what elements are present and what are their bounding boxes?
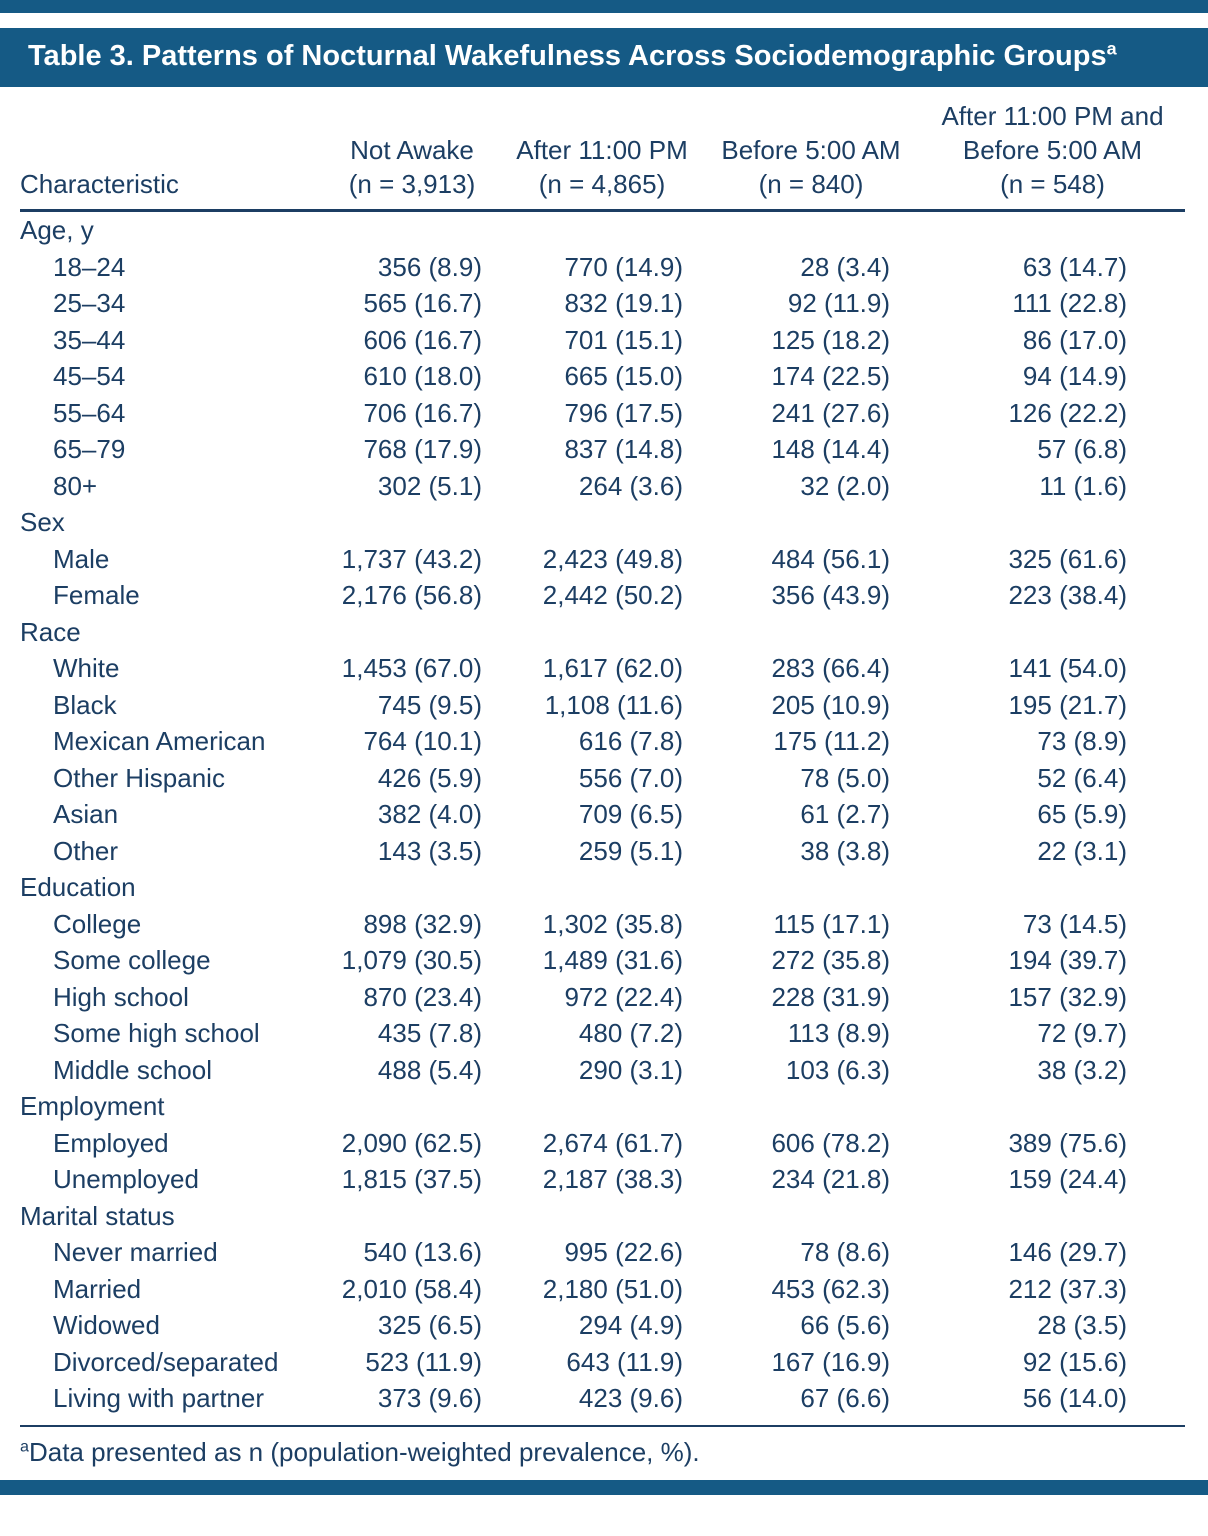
table-row [20, 942, 1185, 979]
cell: 61 (2.7) [800, 799, 890, 829]
cell: 11 (1.6) [1039, 470, 1127, 501]
row-label: Never married [53, 1237, 218, 1267]
cell: 1,302 (35.8) [542, 908, 683, 939]
cell: 1,108 (11.6) [544, 689, 683, 720]
section-row [20, 1088, 1185, 1125]
cell: 453 (62.3) [771, 1273, 890, 1304]
cell: 898 (32.9) [363, 908, 482, 939]
section-row [20, 504, 1185, 541]
row-label: Middle school [53, 1054, 212, 1085]
characteristic-label: Characteristic [20, 169, 179, 199]
row-label: Married [53, 1273, 142, 1304]
cell: 356 (8.9) [377, 251, 482, 282]
cell: 212 (37.3) [1008, 1273, 1127, 1304]
cell: 2,176 (56.8) [341, 580, 482, 610]
cell: 241 (27.6) [771, 397, 890, 428]
footnote-text: Data presented as n (population-weighted prevalence, %). [28, 1436, 700, 1467]
row-label: Black [53, 689, 117, 720]
cell: 1,815 (37.5) [341, 1164, 482, 1194]
table-row [20, 468, 1185, 505]
table-row [20, 1125, 1185, 1162]
cell: 290 (3.1) [578, 1054, 683, 1085]
cell: 125 (18.2) [771, 324, 890, 355]
cell: 540 (13.6) [363, 1237, 482, 1267]
cell: 175 (11.2) [773, 726, 890, 756]
cell: 665 (15.0) [564, 361, 683, 391]
row-label: Some high school [53, 1018, 260, 1048]
section-label: Employment [20, 1091, 165, 1121]
column-n: (n = 3,913) [348, 169, 476, 199]
column-title: After 11:00 PM [516, 135, 688, 165]
table-row [20, 249, 1185, 286]
cell: 701 (15.1) [564, 324, 683, 355]
cell: 66 (5.6) [800, 1310, 890, 1340]
row-label: Other [53, 835, 119, 866]
cell: 264 (3.6) [578, 470, 683, 501]
table-row [20, 796, 1185, 833]
row-label: White [53, 653, 120, 683]
cell: 159 (24.4) [1008, 1164, 1127, 1194]
cell: 65 (5.9) [1037, 799, 1127, 829]
cell: 141 (54.0) [1008, 653, 1127, 683]
cell: 706 (16.7) [363, 397, 482, 428]
cell: 56 (14.0) [1022, 1383, 1127, 1413]
cell: 606 (78.2) [771, 1127, 890, 1158]
column-title: Before 5:00 AM [721, 135, 901, 165]
cell: 2,423 (49.8) [542, 543, 683, 574]
cell: 523 (11.9) [365, 1346, 482, 1377]
column-header-after-11pm [502, 99, 702, 211]
cell: 610 (18.0) [363, 361, 482, 391]
cell: 643 (11.9) [566, 1346, 683, 1377]
cell: 111 (22.8) [1012, 288, 1127, 318]
cell: 356 (43.9) [771, 580, 890, 610]
cell: 86 (17.0) [1022, 324, 1127, 355]
table-row [20, 322, 1185, 359]
column-n: (n = 4,865) [538, 169, 666, 199]
column-n: (n = 548) [1000, 169, 1105, 199]
section-row [20, 614, 1185, 651]
table-row [20, 833, 1185, 870]
table-row [20, 650, 1185, 687]
row-label: Living with partner [53, 1383, 264, 1413]
table-row [20, 1307, 1185, 1344]
cell: 38 (3.8) [800, 835, 890, 866]
cell: 709 (6.5) [578, 799, 683, 829]
cell: 745 (9.5) [377, 689, 482, 720]
cell: 423 (9.6) [578, 1383, 683, 1413]
table-row [20, 1161, 1185, 1198]
cell: 2,010 (58.4) [341, 1273, 482, 1304]
cell: 157 (32.9) [1008, 981, 1127, 1012]
table-container [0, 87, 1208, 1468]
cell: 565 (16.7) [363, 288, 482, 318]
cell: 1,079 (30.5) [341, 945, 482, 975]
cell: 294 (4.9) [578, 1310, 683, 1340]
cell: 63 (14.7) [1022, 251, 1127, 282]
table-row [20, 1380, 1185, 1417]
cell: 616 (7.8) [578, 726, 683, 756]
cell: 435 (7.8) [377, 1018, 482, 1048]
cell: 146 (29.7) [1008, 1237, 1127, 1267]
table-row [20, 906, 1185, 943]
row-label: Female [53, 580, 140, 610]
cell: 488 (5.4) [377, 1054, 482, 1085]
cell: 382 (4.0) [377, 799, 482, 829]
table-header [20, 99, 1185, 211]
table-row [20, 1234, 1185, 1271]
cell: 38 (3.2) [1037, 1054, 1127, 1085]
table-body [20, 211, 1185, 1417]
table-row [20, 285, 1185, 322]
column-title-line2: Before 5:00 AM [962, 135, 1143, 165]
section-label: Marital status [20, 1200, 175, 1231]
table-title: Table 3. Patterns of Nocturnal Wakefulness Across Sociodemographic Groups [28, 40, 1107, 72]
cell: 870 (23.4) [363, 981, 482, 1012]
header-row [20, 99, 1185, 211]
column-n: (n = 840) [758, 169, 864, 199]
column-header-before-5am [702, 99, 920, 211]
row-label: 18–24 [53, 251, 126, 282]
cell: 283 (66.4) [771, 653, 890, 683]
cell: 67 (6.6) [800, 1383, 890, 1413]
table-row [20, 1344, 1185, 1381]
cell: 768 (17.9) [363, 434, 482, 464]
table-title-superscript: a [1106, 38, 1117, 59]
cell: 606 (16.7) [363, 324, 482, 355]
row-label: Male [53, 543, 110, 574]
cell: 126 (22.2) [1008, 397, 1127, 428]
footnote [20, 1425, 1185, 1468]
cell: 837 (14.8) [564, 434, 683, 464]
row-label: 65–79 [53, 434, 126, 464]
row-label: Asian [53, 799, 119, 829]
section-label: Age, y [20, 215, 94, 245]
cell: 22 (3.1) [1037, 835, 1127, 866]
cell: 480 (7.2) [578, 1018, 683, 1048]
cell: 272 (35.8) [771, 945, 890, 975]
table-row [20, 760, 1185, 797]
cell: 174 (22.5) [771, 361, 890, 391]
row-label: 80+ [53, 470, 98, 501]
cell: 796 (17.5) [564, 397, 683, 428]
cell: 228 (31.9) [771, 981, 890, 1012]
cell: 556 (7.0) [578, 762, 683, 793]
row-label: Other Hispanic [53, 762, 225, 793]
cell: 1,489 (31.6) [542, 945, 683, 975]
cell: 28 (3.4) [800, 251, 890, 282]
row-label: 25–34 [53, 288, 126, 318]
column-header-not-awake [322, 99, 502, 211]
row-label: Some college [53, 945, 211, 975]
cell: 195 (21.7) [1008, 689, 1127, 720]
section-row [20, 211, 1185, 249]
row-label: 55–64 [53, 397, 126, 428]
cell: 223 (38.4) [1008, 580, 1127, 610]
cell: 73 (8.9) [1037, 726, 1127, 756]
cell: 764 (10.1) [363, 726, 482, 756]
section-label: Education [20, 872, 136, 902]
cell: 426 (5.9) [377, 762, 482, 793]
cell: 143 (3.5) [377, 835, 482, 866]
column-title: Not Awake [350, 135, 474, 165]
cell: 92 (15.6) [1022, 1346, 1127, 1377]
cell: 73 (14.5) [1022, 908, 1127, 939]
row-label: Divorced/separated [53, 1346, 279, 1377]
column-header-after-11pm-and-before-5am [920, 99, 1185, 211]
cell: 115 (17.1) [773, 908, 890, 939]
table-title-bar [0, 28, 1208, 87]
cell: 92 (11.9) [787, 288, 890, 318]
table-row [20, 1015, 1185, 1052]
cell: 389 (75.6) [1008, 1127, 1127, 1158]
cell: 28 (3.5) [1037, 1310, 1127, 1340]
footnote-superscript: a [20, 1436, 29, 1455]
cell: 1,617 (62.0) [542, 653, 683, 683]
cell: 103 (6.3) [785, 1054, 890, 1085]
row-label: 35–44 [53, 324, 126, 355]
cell: 194 (39.7) [1008, 945, 1127, 975]
cell: 2,674 (61.7) [542, 1127, 683, 1158]
table-row [20, 395, 1185, 432]
table-row [20, 358, 1185, 395]
cell: 72 (9.7) [1037, 1018, 1127, 1048]
section-label: Race [20, 616, 81, 647]
cell: 995 (22.6) [564, 1237, 683, 1267]
table-row [20, 1052, 1185, 1089]
column-title-line1: After 11:00 PM and [941, 101, 1164, 131]
cell: 167 (16.9) [771, 1346, 890, 1377]
cell: 2,090 (62.5) [341, 1127, 482, 1158]
row-label: Employed [53, 1127, 169, 1158]
cell: 113 (8.9) [787, 1018, 890, 1048]
row-label: College [53, 908, 142, 939]
cell: 259 (5.1) [578, 835, 683, 866]
row-label: 45–54 [53, 361, 126, 391]
table-row [20, 431, 1185, 468]
cell: 972 (22.4) [564, 981, 683, 1012]
top-accent-bar [0, 0, 1208, 13]
table-row [20, 723, 1185, 760]
cell: 302 (5.1) [377, 470, 482, 501]
table-row [20, 1271, 1185, 1308]
cell: 373 (9.6) [377, 1383, 482, 1413]
row-label: Mexican American [53, 726, 266, 756]
section-label: Sex [20, 507, 65, 537]
table-row [20, 687, 1185, 724]
row-label: High school [53, 981, 189, 1012]
cell: 2,442 (50.2) [542, 580, 683, 610]
section-row [20, 1198, 1185, 1235]
cell: 770 (14.9) [564, 251, 683, 282]
table3 [20, 99, 1185, 1417]
table-row [20, 979, 1185, 1016]
cell: 234 (21.8) [771, 1164, 890, 1194]
cell: 325 (61.6) [1008, 543, 1127, 574]
table-row [20, 541, 1185, 578]
cell: 94 (14.9) [1022, 361, 1127, 391]
cell: 1,453 (67.0) [341, 653, 482, 683]
cell: 52 (6.4) [1037, 762, 1127, 793]
bottom-accent-bar [0, 1480, 1208, 1495]
cell: 2,180 (51.0) [542, 1273, 683, 1304]
cell: 325 (6.5) [377, 1310, 482, 1340]
cell: 148 (14.4) [771, 434, 890, 464]
cell: 832 (19.1) [564, 288, 683, 318]
section-row [20, 869, 1185, 906]
cell: 484 (56.1) [771, 543, 890, 574]
table-row [20, 577, 1185, 614]
cell: 57 (6.8) [1037, 434, 1127, 464]
row-label: Unemployed [53, 1164, 199, 1194]
row-label: Widowed [53, 1310, 160, 1340]
cell: 1,737 (43.2) [341, 543, 482, 574]
cell: 32 (2.0) [800, 470, 890, 501]
cell: 2,187 (38.3) [542, 1164, 683, 1194]
column-header-characteristic [20, 99, 322, 211]
cell: 205 (10.9) [771, 689, 890, 720]
cell: 78 (8.6) [800, 1237, 890, 1267]
cell: 78 (5.0) [800, 762, 890, 793]
